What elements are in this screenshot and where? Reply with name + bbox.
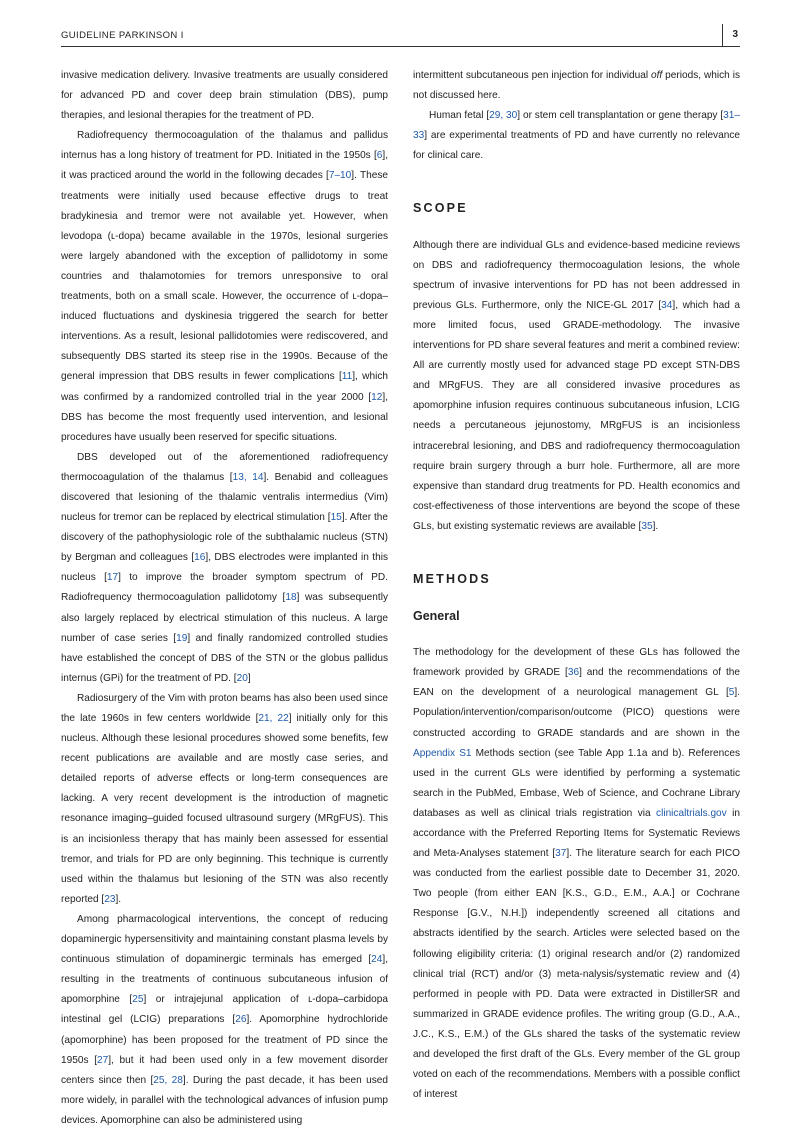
right-column <box>413 66 740 1105</box>
text: Radiosurgery of the Vim with proton beams has also been used since the late 1960s in few centers worldwide [ <box>61 692 388 724</box>
citation-link[interactable]: 36 <box>567 667 580 679</box>
text: ]. After the discovery of the pathophysiologic role of the subthalamic nucleus (STN) by Bergman and colleagues [ <box>61 512 388 564</box>
citation-link[interactable]: 35 <box>641 520 653 532</box>
citation-link[interactable]: 7–10 <box>328 170 352 182</box>
paragraph-radiosurgery <box>61 689 388 910</box>
text: Although there are individual GLs and evidence-based medicine reviews on DBS and radiofrequency thermocoagulation lesions, the whole spectrum of invasive interventions for PD has not been addressed in previous GLs. Furthermore, only the NICE-GL 2017 [ <box>413 239 740 311</box>
paragraph-radiofrequency <box>61 126 388 448</box>
left-column <box>61 66 388 1131</box>
text: in accordance with the Preferred Reporting Items for Systematic Reviews and Meta-Analyses statement [ <box>413 807 740 860</box>
citation-link[interactable]: 17 <box>106 572 119 584</box>
page-number: 3 <box>732 29 738 40</box>
citation-link[interactable]: 24 <box>371 954 383 966</box>
running-title: GUIDELINE PARKINSON I <box>61 30 184 41</box>
citation-link[interactable]: 25, 28 <box>153 1074 183 1086</box>
section-heading-methods: METHODS <box>413 571 491 586</box>
paragraph-pharmacological <box>61 910 388 1131</box>
text: ]. Population/intervention/comparison/outcome (PICO) questions were constructed according to GRADE standards and are shown in the <box>413 687 740 739</box>
text: ], which had a more limited focus, used GRADE-methodology. The invasive interventions for PD share several features and merit a combined review: All are currently mostly used for advanced stage PD except STN-DBS and MRgFUS. They are all considered invasive procedures as apomorphine infusion requires continuous subcutaneous infusion, LCIG needs a percutaneous jejunostomy, MRgFUS is an incisionless intracerebral lesioning, and DBS and radiofrequency thermocoagulation require brain surgery through a burr hole. Furthermore, all are more expensive than standard drug treatments for PD. Health economics and cost-effectiveness of those interventions are beyond the scope of these GLs, but existing systematic reviews are available [ <box>413 299 740 532</box>
text: ]. The literature search for each PICO was conducted from the earliest possible date to December 31, 2020. Two people (from either EAN [K.S., G.D., E.M., A.A.] or Cochrane Response [G.V., N.H.]) independently screened all citations and abstracts identified by the search. Articles were selected based on the following eligibility criteria: (1) original research and/or (2) randomized clinical trial (RCT) and/or (3) meta-nalysis/systematic review and (4) performed in people with PD. Data were extracted in DistillerSR and summarized in GRADE evidence profiles. The writing group (G.D., A.A., J.C., K.S., E.M.) of the GLs shared the tasks of the systematic review and developed the first draft of the GLs. Every member of the GL group voted on each of the recommendations. Members with a possible conflict of interest <box>413 848 741 1101</box>
citation-link[interactable]: 6 <box>376 150 383 162</box>
text: The methodology for the development of these GLs has followed the framework provided by GRADE [ <box>413 647 740 679</box>
citation-link[interactable]: 27 <box>97 1054 109 1066</box>
text: ]. Apomorphine hydrochloride (apomorphine) has been proposed for the treatment of PD since the 1950s [ <box>61 1014 388 1066</box>
clinicaltrials-link[interactable]: clinicaltrials.gov <box>656 807 727 819</box>
text: ]. <box>652 520 659 532</box>
appendix-link[interactable]: Appendix S1 <box>413 747 472 759</box>
text: ] and finally randomized controlled studies have established the concept of DBS of the STN or the globus pallidus internus (GPi) for the treatment of PD. [ <box>61 632 388 684</box>
citation-link[interactable]: 31–33 <box>413 110 740 142</box>
page-header <box>61 28 740 47</box>
citation-link[interactable]: 37 <box>555 848 567 860</box>
citation-link[interactable]: 15 <box>330 512 342 524</box>
text: ]. Benabid and colleagues discovered that lesioning of the thalamic ventralis intermedius (Vim) nucleus for tremor can be replaced by electrical stimulation [ <box>61 471 388 524</box>
italic-text: off <box>651 70 663 81</box>
text: Among pharmacological interventions, the concept of reducing dopaminergic hypersensitivity and maintaining constant plasma levels by continuous stimulation of dopaminergic terminals has emerged [ <box>61 913 388 966</box>
text: ]. These treatments were initially used because effective drugs to treat bradykinesia and tremor were not available yet. However, when levodopa (ʟ-dopa) became available in the 1970s, lesional surgeries were largely abandoned with the exception of pallidotomy in some countries and thalamotomies for tremors unresponsive to oral treatments, both on a small scale. However, the occurrence of ʟ-dopa–induced fluctuations and dyskinesia triggered the search for better interventions. As a result, lesional pallidotomies were rediscovered, and subsequently DBS started its steep rise in the 1990s. Because of the general impression that DBS results in fewer complications [ <box>61 170 388 383</box>
citation-link[interactable]: 23 <box>104 893 116 905</box>
text: ], it was practiced around the world in the following decades [ <box>61 150 388 182</box>
text: Methods section (see Table App 1.1a and b). References used in the current GLs were identified by performing a systematic search in the PubMed, Embase, Web of Science, and Cochrane Library databases as well as clinical trials registration via <box>413 747 740 819</box>
text: ] or stem cell transplantation or gene therapy [ <box>517 110 724 122</box>
paragraph-general <box>413 643 740 1105</box>
subsection-heading-general: General <box>413 609 460 624</box>
text: ]. During the past decade, it has been used more widely, in parallel with the technological advances of infusion pump devices. Apomorphine can also be administered using <box>61 1074 388 1126</box>
citation-link[interactable]: 26 <box>235 1014 247 1026</box>
citation-link[interactable]: 19 <box>176 632 188 644</box>
text: ] or intrajejunal application of ʟ-dopa–carbidopa intestinal gel (LCIG) preparations [ <box>61 994 389 1026</box>
citation-link[interactable]: 16 <box>194 552 206 564</box>
citation-link[interactable]: 5 <box>728 687 735 699</box>
text: ] <box>247 672 251 684</box>
text: ], DBS electrodes were implanted in this nucleus [ <box>61 552 389 584</box>
text: DBS developed out of the aforementioned radiofrequency thermocoagulation of the thalamus [ <box>61 451 388 483</box>
section-heading-scope: SCOPE <box>413 201 468 216</box>
text: Radiofrequency thermocoagulation of the thalamus and pallidus internus has a long history of treatment for PD. Initiated in the 1950s [ <box>61 130 388 162</box>
citation-link[interactable]: 11 <box>341 371 353 383</box>
paragraph-invasive-intro: invasive medication delivery. Invasive treatments are usually considered for advanced PD and cover deep brain stimulation (DBS), pump therapies, and lesional therapies for the treatment of PD. <box>61 70 388 122</box>
text: ] was subsequently also largely replaced by electrical stimulation of this nucleus. A large number of case series [ <box>61 592 388 644</box>
text: ]. <box>115 893 122 905</box>
header-divider <box>722 24 723 46</box>
text: periods, which is not discussed here. <box>413 70 740 102</box>
text: ], which was confirmed by a randomized controlled trial in the year 2000 [ <box>61 371 388 403</box>
text: ] are experimental treatments of PD and have currently no relevance for clinical care. <box>413 130 740 162</box>
paragraph-scope <box>413 236 740 537</box>
citation-link[interactable]: 34 <box>661 299 673 311</box>
paragraph-experimental <box>413 106 740 166</box>
text: ], resulting in the treatments of continuous subcutaneous infusion of apomorphine [ <box>61 954 388 1006</box>
citation-link[interactable]: 21, 22 <box>258 713 289 724</box>
text: ] initially only for this nucleus. Although these lesional procedures showed some benefits, few recent publications are available and are mostly case series, and detailed reports of adverse effects or long-term consequences are lacking. A very recent development is the introduction of magnetic resonance imaging–guided focused ultrasound surgery (MRgFUS). This is an incisionless therapy that has mainly been assessed for essential tremor, and trials for PD are only beginning. This technique is currently used within the thalamus but lesioning of the STN was also recently reported [ <box>61 713 388 905</box>
citation-link[interactable]: 25 <box>132 994 144 1006</box>
text: ] and the recommendations of the EAN on the development of a neurological management GL [ <box>413 667 740 699</box>
text: ], but it had been used only in a few movement disorder centers since then [ <box>61 1054 388 1086</box>
citation-link[interactable]: 18 <box>285 592 297 604</box>
text: ], DBS has become the most frequently used intervention, and lesional procedures have usually been reserved for specific situations. <box>61 391 388 443</box>
paragraph-apomorphine-pen <box>413 66 740 106</box>
citation-link[interactable]: 29, 30 <box>489 110 518 122</box>
citation-link[interactable]: 20 <box>236 672 248 684</box>
citation-link[interactable]: 12 <box>371 391 383 403</box>
citation-link[interactable]: 13, 14 <box>232 471 264 483</box>
paragraph-dbs <box>61 448 388 689</box>
text: intermittent subcutaneous pen injection for individual <box>413 70 652 81</box>
text: ] to improve the broader symptom spectrum of PD. Radiofrequency thermocoagulation pallidotomy [ <box>61 572 389 604</box>
text: Human fetal [ <box>429 110 490 122</box>
